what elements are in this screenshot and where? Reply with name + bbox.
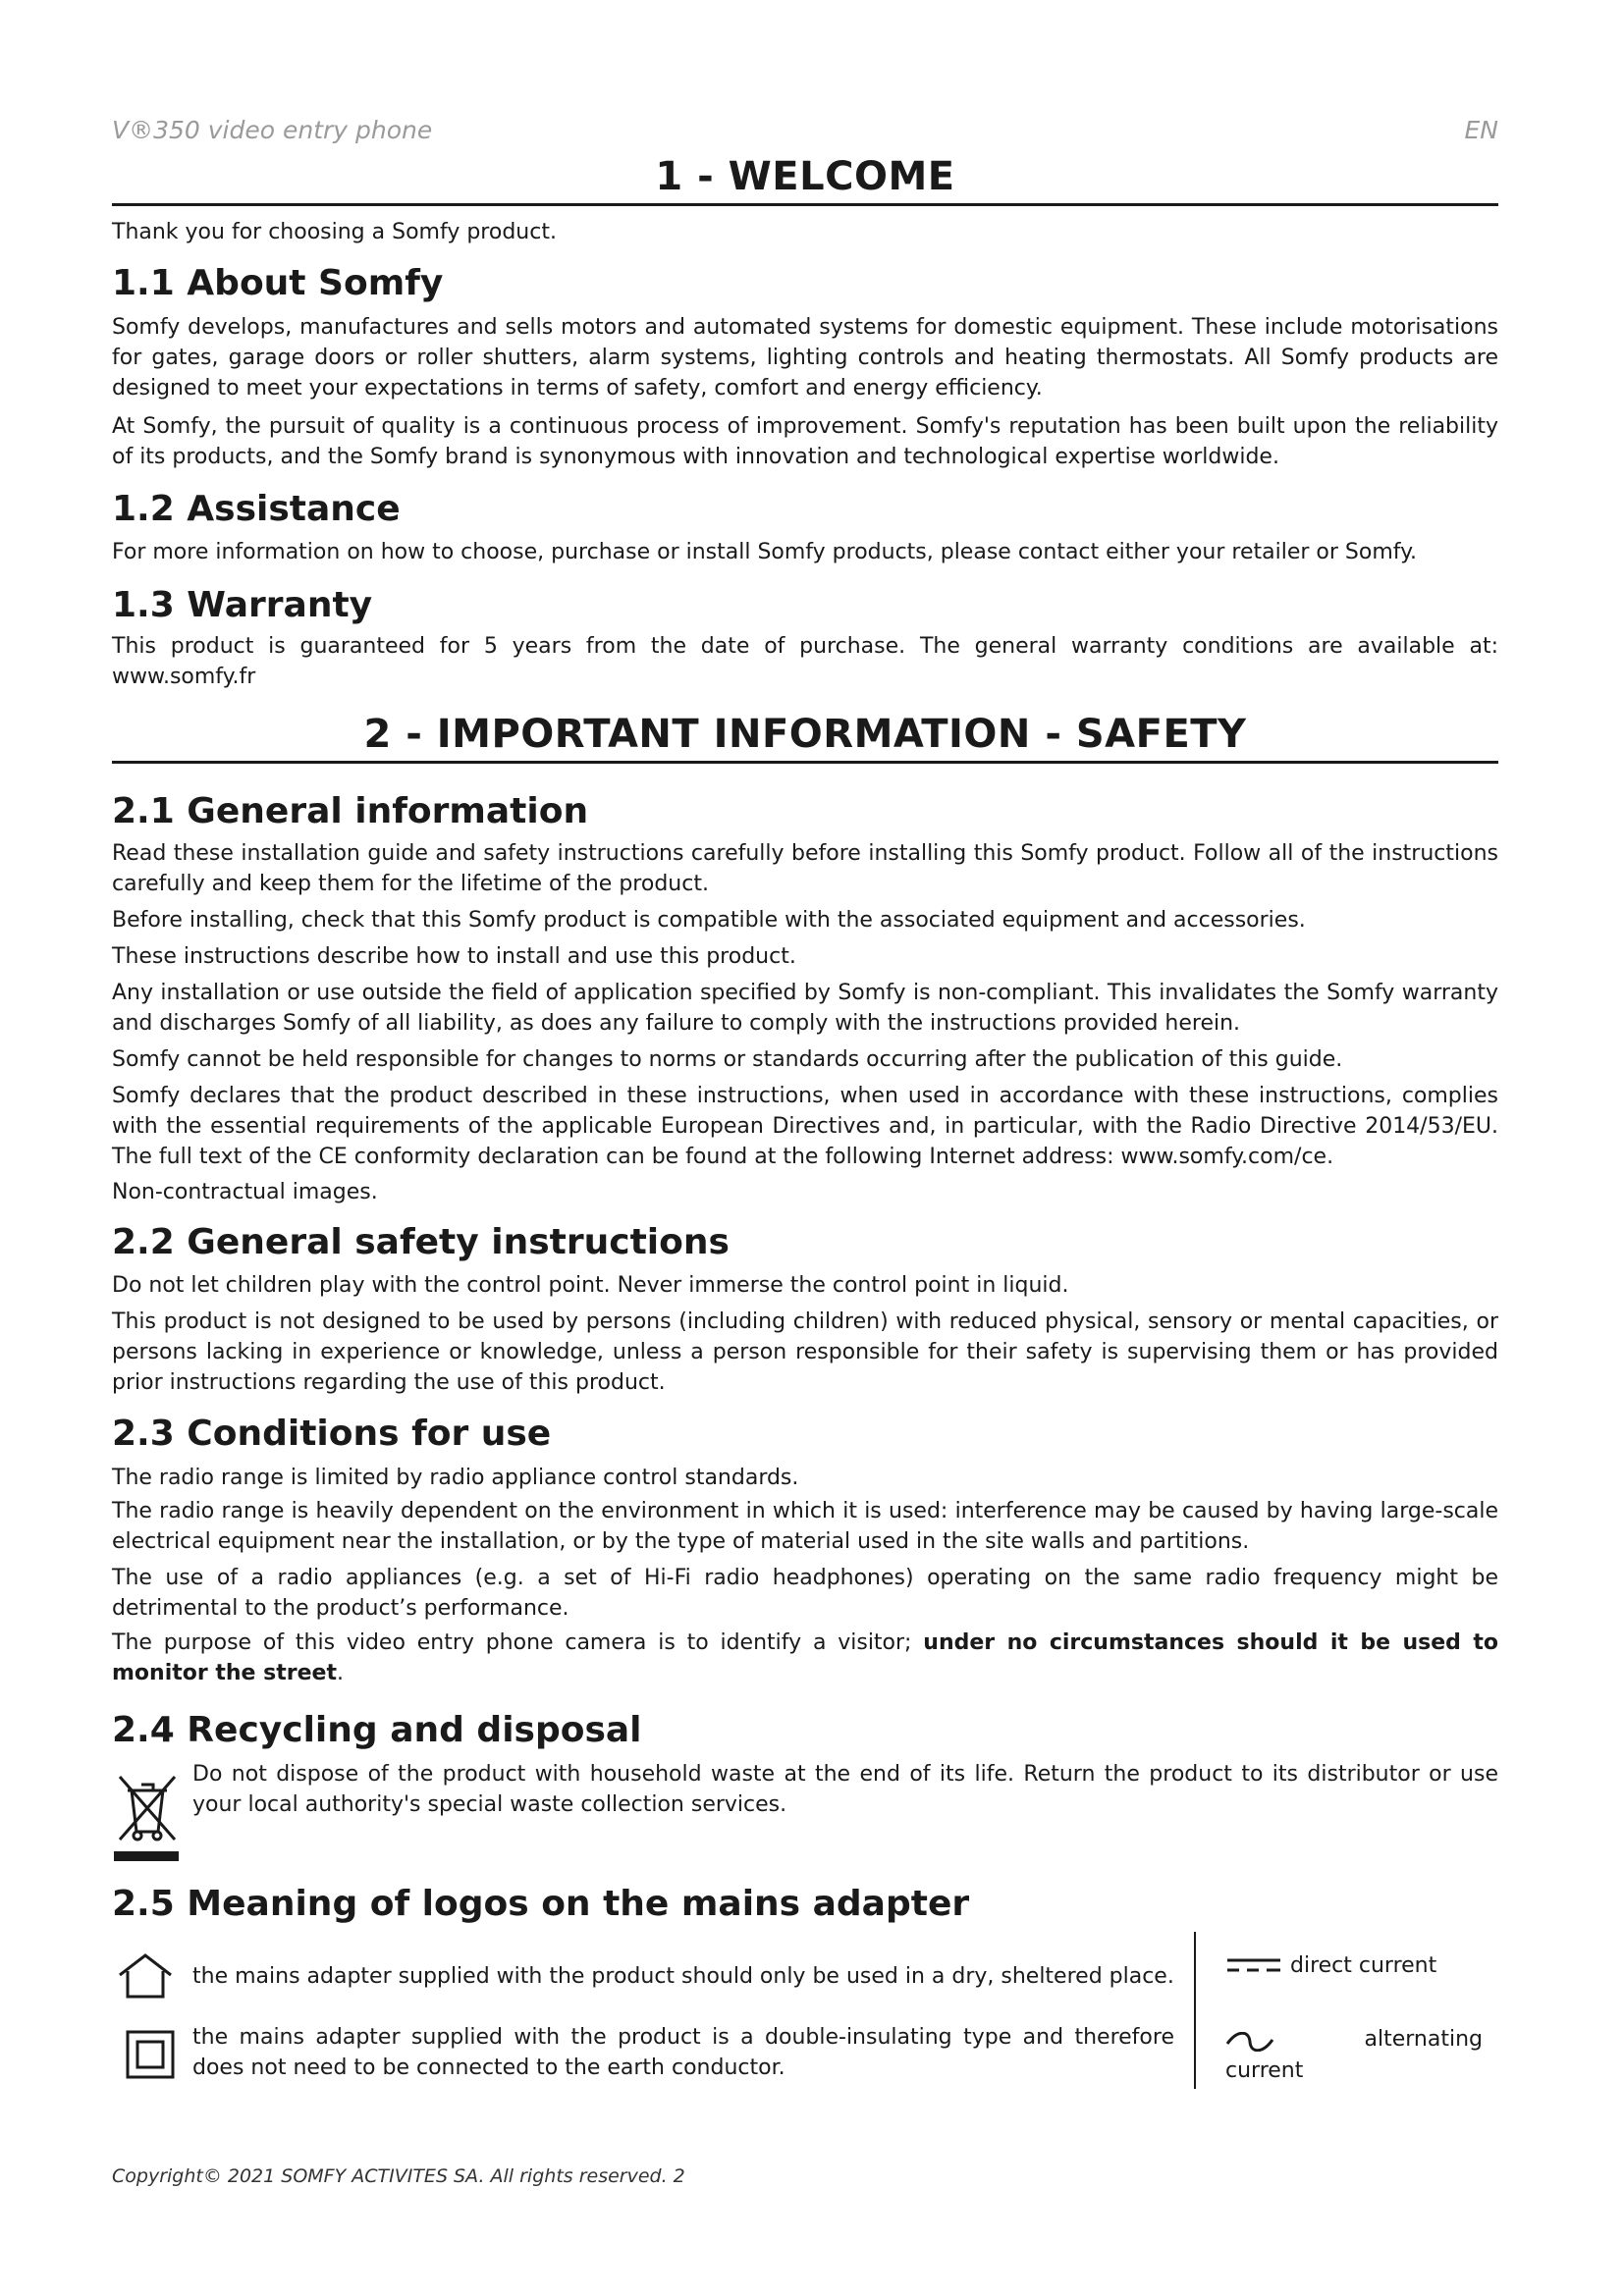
header-language: EN (1464, 116, 1498, 144)
heading-2-2: 2.2 General safety instructions (112, 1222, 730, 1262)
general-info-p1: Read these installation guide and safety instructions carefully before installing this Somfy product. Follow all of the instructions carefully and keep them for the lifetime of the product. (112, 841, 1498, 896)
conditions-p4 (112, 1628, 1498, 1688)
section-1-title: 1 - WELCOME (112, 154, 1498, 206)
alternating-current-icon (1225, 2032, 1274, 2052)
alternating-current-label: alternating (1364, 2027, 1483, 2052)
welcome-intro: Thank you for choosing a Somfy product. (112, 220, 557, 244)
heading-2-4: 2.4 Recycling and disposal (112, 1710, 642, 1750)
general-info-p2: Before installing, check that this Somfy product is compatible with the associated equipment and accessories. (112, 908, 1306, 933)
general-info-p7: Non-contractual images. (112, 1180, 378, 1204)
house-icon (118, 1951, 173, 2001)
about-somfy-p2: At Somfy, the pursuit of quality is a continuous process of improvement. Somfy's reputation has been built upon the reliability of its products, and the Somfy brand is synonymous with innovation and technological expertise worldwide. (112, 414, 1498, 469)
warranty-p1: This product is guaranteed for 5 years from the date of purchase. The general warranty conditions are available at: www.somfy.fr (112, 634, 1498, 689)
safety-p1: Do not let children play with the control point. Never immerse the control point in liquid. (112, 1273, 1069, 1298)
conditions-p4-text: The purpose of this video entry phone camera is to identify a visitor; (112, 1630, 924, 1655)
heading-2-5: 2.5 Meaning of logos on the mains adapter (112, 1884, 970, 1924)
column-divider (1194, 1932, 1196, 2089)
heading-2-1: 2.1 General information (112, 791, 589, 831)
heading-1-1: 1.1 About Somfy (112, 263, 444, 303)
weee-bin-icon (112, 1767, 183, 1865)
logo-dry-use-text: the mains adapter supplied with the product should only be used in a dry, sheltered place. (192, 1964, 1174, 1989)
direct-current-label: direct current (1290, 1953, 1437, 1978)
conditions-p4-bold: under no circumstances should it be used to monitor the street (112, 1630, 1498, 1685)
assistance-p1: For more information on how to choose, purchase or install Somfy products, please contact either your retailer or Somfy. (112, 540, 1417, 564)
safety-p2: This product is not designed to be used by persons (including children) with reduced physical, sensory or mental capacities, or persons lacking in experience or knowledge, unless a person responsible for their safety is supervising them or has provided prior instructions regarding the use of this product. (112, 1309, 1498, 1395)
conditions-p2: The radio range is heavily dependent on the environment in which it is used: interference may be caused by having large-scale electrical equipment near the installation, or by the type of material used in the site walls and partitions. (112, 1499, 1498, 1554)
page-header (112, 116, 1498, 145)
recycling-p1: Do not dispose of the product with household waste at the end of its life. Return the product to its distributor or use your local authority's special waste collection services. (192, 1762, 1498, 1817)
heading-1-2: 1.2 Assistance (112, 489, 401, 529)
alternating-current-label-2: current (1225, 2058, 1304, 2083)
heading-2-3: 2.3 Conditions for use (112, 1414, 552, 1454)
heading-1-3: 1.3 Warranty (112, 585, 373, 625)
header-product-name: V®350 video entry phone (112, 116, 433, 144)
section-2-title: 2 - IMPORTANT INFORMATION - SAFETY (112, 712, 1498, 764)
about-somfy-p1: Somfy develops, manufactures and sells motors and automated systems for domestic equipment. These include motorisations for gates, garage doors or roller shutters, alarm systems, lighting controls and heating thermostats. All Somfy products are designed to meet your expectations in terms of safety, comfort and energy efficiency. (112, 315, 1498, 400)
conditions-p4-end: . (336, 1661, 344, 1685)
double-insulation-icon (126, 2030, 175, 2079)
direct-current-icon (1225, 1955, 1282, 1975)
general-info-p5: Somfy cannot be held responsible for changes to norms or standards occurring after the publication of this guide. (112, 1047, 1343, 1072)
logo-double-insulation-text: the mains adapter supplied with the product is a double-insulating type and therefore does not need to be connected to the earth conductor. (192, 2025, 1174, 2080)
page-footer: Copyright© 2021 SOMFY ACTIVITES SA. All rights reserved. 2 (112, 2165, 685, 2187)
general-info-p6: Somfy declares that the product described in these instructions, when used in accordance with these instructions, complies with the essential requirements of the applicable European Directives and, in particular, with the Radio Directive 2014/53/EU. The full text of the CE conformity declaration can be found at the following Internet address: www.somfy.com/ce. (112, 1084, 1498, 1169)
general-info-p3: These instructions describe how to install and use this product. (112, 944, 796, 969)
conditions-p3: The use of a radio appliances (e.g. a set of Hi-Fi radio headphones) operating on the same radio frequency might be detrimental to the product’s performance. (112, 1566, 1498, 1621)
conditions-p1: The radio range is limited by radio appliance control standards. (112, 1466, 799, 1490)
general-info-p4: Any installation or use outside the field of application specified by Somfy is non-compliant. This invalidates the Somfy warranty and discharges Somfy of all liability, as does any failure to comply with the instructions provided herein. (112, 981, 1498, 1036)
